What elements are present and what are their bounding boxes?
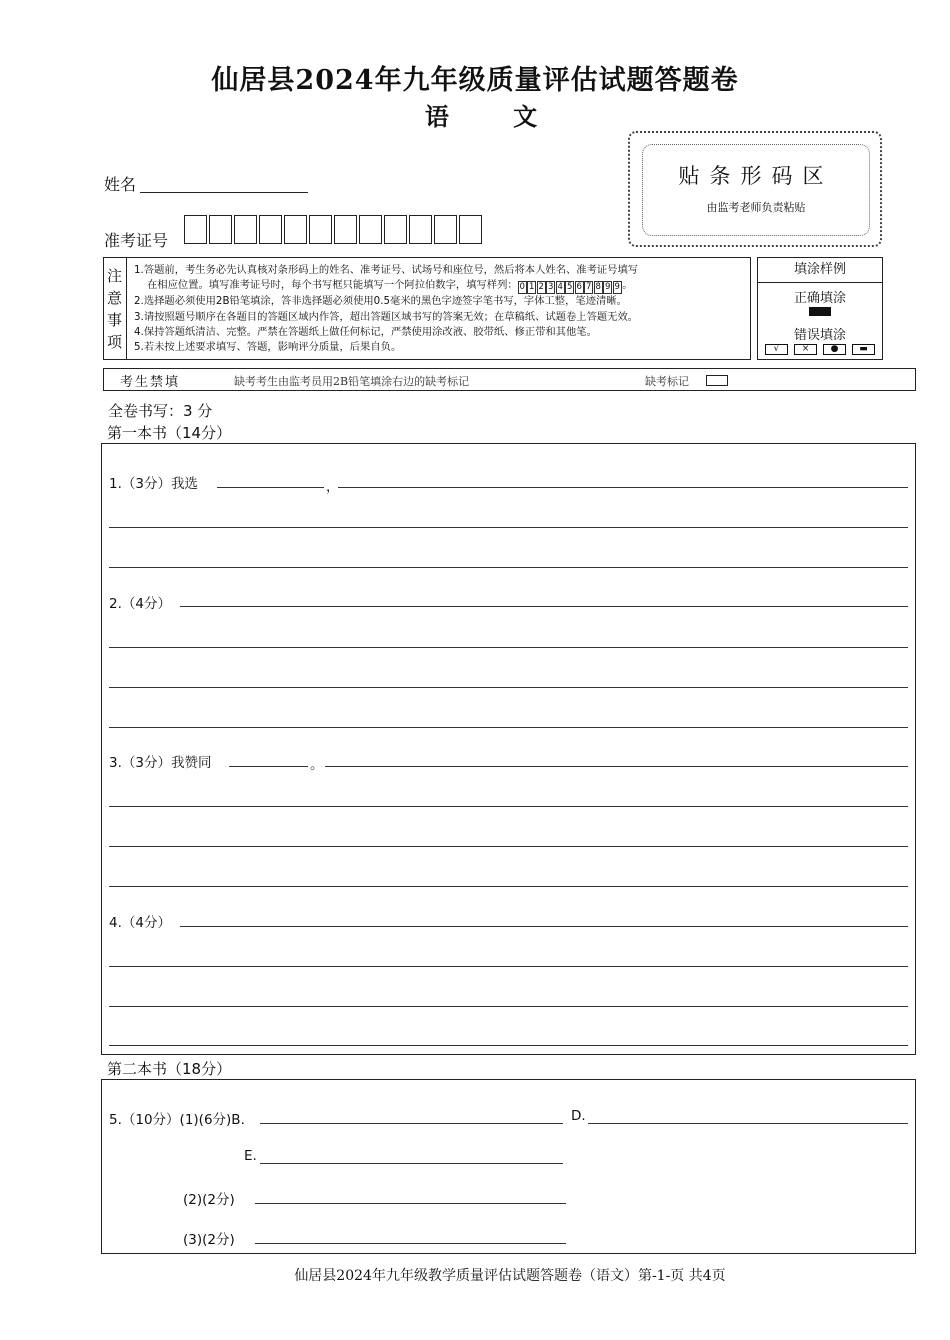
q3-answer-line[interactable] <box>325 766 908 767</box>
id-digit-box[interactable] <box>309 215 332 244</box>
q2-answer-line[interactable] <box>109 687 908 688</box>
notice-item: 1.答题前，考生务必先认真核对条形码上的姓名、准考证号、试场号和座位号，然后将本人姓名、准考证号填写 <box>134 264 639 276</box>
wrong-mark-check: √ <box>765 344 788 355</box>
sample-digit: 9 <box>604 282 611 293</box>
barcode-inner-frame <box>642 144 870 236</box>
q3-answer-line[interactable] <box>109 846 908 847</box>
q1-answer-line[interactable] <box>109 527 908 528</box>
barcode-subtitle: 由监考老师负责粘贴 <box>706 201 806 214</box>
section-book1-title: 第一本书（14分） <box>107 424 232 442</box>
q5-2-answer-line[interactable] <box>255 1203 566 1204</box>
q4-answer-line[interactable] <box>109 966 908 967</box>
correct-fill-label: 正确填涂 <box>793 291 846 306</box>
q1-choice-line[interactable] <box>217 487 324 488</box>
notice-item: 在相应位置。填写准考证号时，每个书写框只能填写一个阿拉伯数字，填写样列： 0 1 2 3 4 5 6 7 8 9 9 。 <box>147 279 633 293</box>
notice-item: 2.选择题必须使用2B铅笔填涂，答非选择题必须使用0.5毫米的黑色字迹签字笔书写，字体工整，笔迹清晰。 <box>134 295 627 308</box>
id-number-boxes[interactable] <box>184 215 484 244</box>
q1-comma: ， <box>326 479 340 495</box>
book1-answer-frame <box>101 443 916 1055</box>
q5-3-label: (3)(2分) <box>183 1232 235 1248</box>
id-digit-box[interactable] <box>234 215 257 244</box>
writing-score-label: 全卷书写：3 分 <box>108 402 213 420</box>
sample-digit: 6 <box>576 282 582 293</box>
id-digit-box[interactable] <box>184 215 207 244</box>
wrong-mark-cross: × <box>794 344 817 355</box>
absent-mark-label: 缺考标记 <box>645 375 689 388</box>
q5-b-answer-line[interactable] <box>260 1123 563 1124</box>
barcode-title: 贴条形码区 <box>678 164 834 188</box>
sample-digit: 0 <box>519 282 525 293</box>
q3-answer-line[interactable] <box>109 806 908 807</box>
notice-item: 4.保持答题纸清洁、完整。严禁在答题纸上做任何标记，严禁使用涂改液、胶带纸、修正带和其他笔。 <box>134 325 597 338</box>
fill-sample-title: 填涂样例 <box>757 257 883 283</box>
sample-digit: 7 <box>585 282 592 293</box>
q5-e-label: E. <box>244 1148 257 1164</box>
id-digit-box[interactable] <box>359 215 382 244</box>
q2-label: 2.（4分） <box>109 596 171 612</box>
notice-item: 5.若未按上述要求填写、答题，影响评分质量，后果自负。 <box>134 341 402 354</box>
q4-answer-line[interactable] <box>109 1006 908 1007</box>
wrong-mark-dot: ● <box>823 344 846 355</box>
q4-answer-line[interactable] <box>109 1045 908 1046</box>
notice-heading-char: 意 <box>106 288 122 307</box>
q1-label: 1.（3分）我选 <box>109 476 198 492</box>
absent-instruction: 缺考考生由监考员用2B铅笔填涂右边的缺考标记 <box>234 375 470 388</box>
page-footer: 仙居县2024年九年级教学质量评估试题答题卷（语文）第-1-页 共4页 <box>294 1268 726 1284</box>
q3-answer-line[interactable] <box>109 886 908 887</box>
q1-answer-line[interactable] <box>338 487 908 488</box>
q4-label: 4.（4分） <box>109 915 171 931</box>
q5-e-answer-line[interactable] <box>260 1163 563 1164</box>
q5-2-label: (2)(2分) <box>183 1192 235 1208</box>
id-digit-box[interactable] <box>284 215 307 244</box>
id-digit-box[interactable] <box>334 215 357 244</box>
absent-row <box>103 368 916 391</box>
section-book2-title: 第二本书（18分） <box>107 1060 232 1078</box>
sample-digit: 5 <box>566 282 573 293</box>
notice-heading-char: 注 <box>106 266 122 285</box>
notice-item-text: 在相应位置。填写准考证号时，每个书写框只能填写一个阿拉伯数字，填写样列： <box>147 279 518 292</box>
page-title: 仙居县2024年九年级质量评估试题答题卷 <box>211 65 739 96</box>
sample-digit: 9 <box>614 282 620 293</box>
id-digit-box[interactable] <box>459 215 482 244</box>
absent-label: 考生禁填 <box>120 375 181 390</box>
wrong-fill-marks <box>765 344 875 355</box>
sample-digits <box>518 279 623 291</box>
sample-digit: 1 <box>528 282 535 293</box>
q2-answer-line[interactable] <box>180 606 908 607</box>
wrong-mark-bar: ▬ <box>852 344 875 355</box>
q3-period: 。 <box>310 757 324 773</box>
name-field[interactable] <box>140 192 308 193</box>
sample-digit: 2 <box>538 282 544 293</box>
subject-title: 语 文 <box>424 102 566 131</box>
q2-answer-line[interactable] <box>109 727 908 728</box>
q5-d-label: D. <box>571 1108 586 1124</box>
wrong-fill-label: 错误填涂 <box>793 328 846 343</box>
id-digit-box[interactable] <box>409 215 432 244</box>
q2-answer-line[interactable] <box>109 647 908 648</box>
q3-label: 3.（3分）我赞同 <box>109 755 212 771</box>
q1-answer-line[interactable] <box>109 567 908 568</box>
correct-fill-mark <box>809 307 831 316</box>
id-digit-box[interactable] <box>384 215 407 244</box>
q5-3-answer-line[interactable] <box>255 1243 566 1244</box>
absent-mark-box[interactable] <box>706 375 728 386</box>
id-label: 准考证号 <box>104 231 169 250</box>
notice-items <box>134 263 749 355</box>
notice-heading-char: 项 <box>106 332 122 351</box>
q3-choice-line[interactable] <box>229 766 308 767</box>
id-digit-box[interactable] <box>259 215 282 244</box>
sample-digit: 3 <box>547 282 554 293</box>
id-digit-box[interactable] <box>209 215 232 244</box>
notice-heading <box>103 257 127 360</box>
id-digit-box[interactable] <box>434 215 457 244</box>
sample-digit: 4 <box>557 282 563 293</box>
name-label: 姓名 <box>104 175 137 194</box>
q5-d-answer-line[interactable] <box>588 1123 908 1124</box>
sample-digit: 8 <box>595 282 601 293</box>
q4-answer-line[interactable] <box>180 926 908 927</box>
notice-heading-char: 事 <box>106 310 122 329</box>
notice-item: 3.请按照题号顺序在各题目的答题区域内作答，超出答题区域书写的答案无效；在草稿纸、试题卷上答题无效。 <box>134 310 639 323</box>
q5-label: 5.（10分）(1)(6分)B. <box>109 1112 245 1128</box>
